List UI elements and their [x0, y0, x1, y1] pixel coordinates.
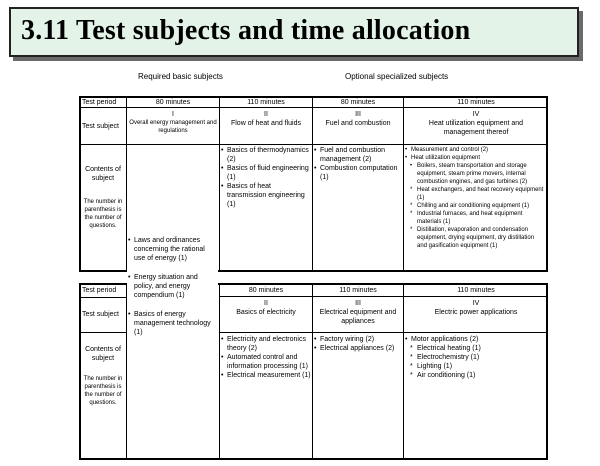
contents-col1 [128, 236, 218, 337]
test-period-label: Test period [82, 99, 117, 106]
duration-col2: 80 minutes [248, 287, 284, 294]
question-count-note: The number in parenthesis is the number of questions. [83, 199, 123, 229]
list-item: • Fuel and combustion management (2) [314, 147, 385, 163]
list-item: • Electricity and electronics theory (2) [221, 336, 306, 352]
test-subject-label: Test subject [82, 123, 119, 130]
subject-col3 [314, 110, 402, 128]
subject-col4 [405, 299, 547, 317]
list-item: * Distillation, evaporation and condensation equipment, drying equipment, dry distillation and gasification equipment (1) [410, 227, 535, 249]
duration-col4: 110 minutes [457, 99, 495, 106]
divider [79, 332, 127, 333]
divider [312, 283, 313, 460]
subject-name: Heat utilization equipment and management thereof [428, 120, 524, 136]
divider [312, 96, 313, 272]
duration-col4: 110 minutes [457, 287, 495, 294]
contents-col2 [221, 335, 311, 380]
list-item: • Basics of heat transmission engineering (1) [221, 183, 305, 208]
list-item: * Electrical heating (1) [410, 345, 481, 352]
list-item: * Heat exchangers, and heat recovery equipment (1) [410, 187, 544, 201]
subject-col3 [314, 299, 402, 326]
subject-name: Flow of heat and fluids [230, 120, 302, 127]
list-item: • Basics of fluid engineering (1) [221, 165, 309, 181]
subject-name: Overall energy management and regulations [129, 120, 217, 134]
contents-col2 [221, 146, 311, 209]
contents-col3 [314, 146, 402, 182]
list-item: • Basics of thermodynamics (2) [221, 147, 309, 163]
optional-subjects-header: Optional specialized subjects [345, 72, 449, 81]
divider [403, 96, 404, 272]
list-item: • Combustion computation (1) [314, 165, 398, 181]
list-item: * Lighting (1) [410, 363, 453, 370]
subject-numeral: III [355, 111, 361, 118]
contents-col4 [405, 146, 545, 250]
subject-numeral: II [264, 111, 268, 118]
subject-col2 [221, 110, 311, 128]
subject-numeral: III [355, 300, 361, 307]
divider [79, 297, 127, 298]
divider [126, 96, 127, 272]
list-item: • Electrical measurement (1) [221, 372, 311, 379]
divider [219, 96, 220, 272]
contents-col4 [405, 335, 545, 380]
list-item: • Motor applications (2) [405, 336, 479, 343]
test-subject-label: Test subject [82, 311, 119, 318]
list-item: • Heat utilization equipment [405, 155, 481, 161]
list-item: * Air conditioning (1) [410, 372, 476, 379]
subject-name: Electrical equipment and appliances [319, 309, 397, 325]
test-period-label: Test period [82, 287, 117, 294]
list-item: • Factory wiring (2) [314, 336, 375, 343]
duration-col2: 110 minutes [247, 99, 285, 106]
subject-numeral: I [172, 111, 174, 118]
divider [79, 144, 548, 145]
duration-col3: 110 minutes [339, 287, 377, 294]
divider [219, 283, 220, 460]
contents-of-subject-label: Contents of subject [85, 346, 121, 362]
contents-col3 [314, 335, 402, 353]
title-banner [9, 7, 579, 57]
page-title: 3.11 Test subjects and time allocation [21, 15, 471, 46]
subject-name: Electric power applications [434, 309, 518, 316]
divider [403, 283, 404, 460]
question-count-note: The number in parenthesis is the number of questions. [83, 376, 123, 406]
list-item: * Chilling and air conditioning equipment (1) [410, 203, 530, 209]
list-item: • Laws and ordinances concerning the rational use of energy (1) [128, 237, 205, 262]
subject-numeral: IV [472, 111, 480, 118]
subject-col1 [128, 110, 218, 135]
divider [219, 332, 548, 333]
list-item: • Measurement and control (2) [405, 147, 489, 153]
required-subjects-header: Required basic subjects [138, 72, 223, 81]
duration-col3: 80 minutes [340, 99, 376, 106]
subject-name: Fuel and combustion [325, 120, 391, 127]
subject-col2 [221, 299, 311, 317]
duration-col1: 80 minutes [155, 99, 191, 106]
list-item: • Energy situation and policy, and energy compendium (1) [128, 274, 198, 299]
list-item: • Automated control and information processing (1) [221, 354, 308, 370]
list-item: • Electrical appliances (2) [314, 345, 395, 352]
subject-name: Basics of electricity [236, 309, 296, 316]
list-item: • Basics of energy management technology (1) [128, 311, 211, 336]
divider [126, 283, 127, 460]
list-item: * Industrial furnaces, and heat equipment materials (1) [410, 211, 523, 225]
divider [79, 107, 548, 108]
list-item: * Electrochemistry (1) [410, 354, 480, 361]
subject-col4 [412, 110, 540, 137]
subject-numeral: II [264, 300, 268, 307]
divider [219, 296, 548, 297]
subject-numeral: IV [472, 300, 480, 307]
list-item: • Boilers, steam transportation and storage equipment, steam prime movers, internal combustion engines, and gas turbines (2) [410, 163, 528, 185]
contents-of-subject-label: Contents of subject [85, 166, 121, 182]
